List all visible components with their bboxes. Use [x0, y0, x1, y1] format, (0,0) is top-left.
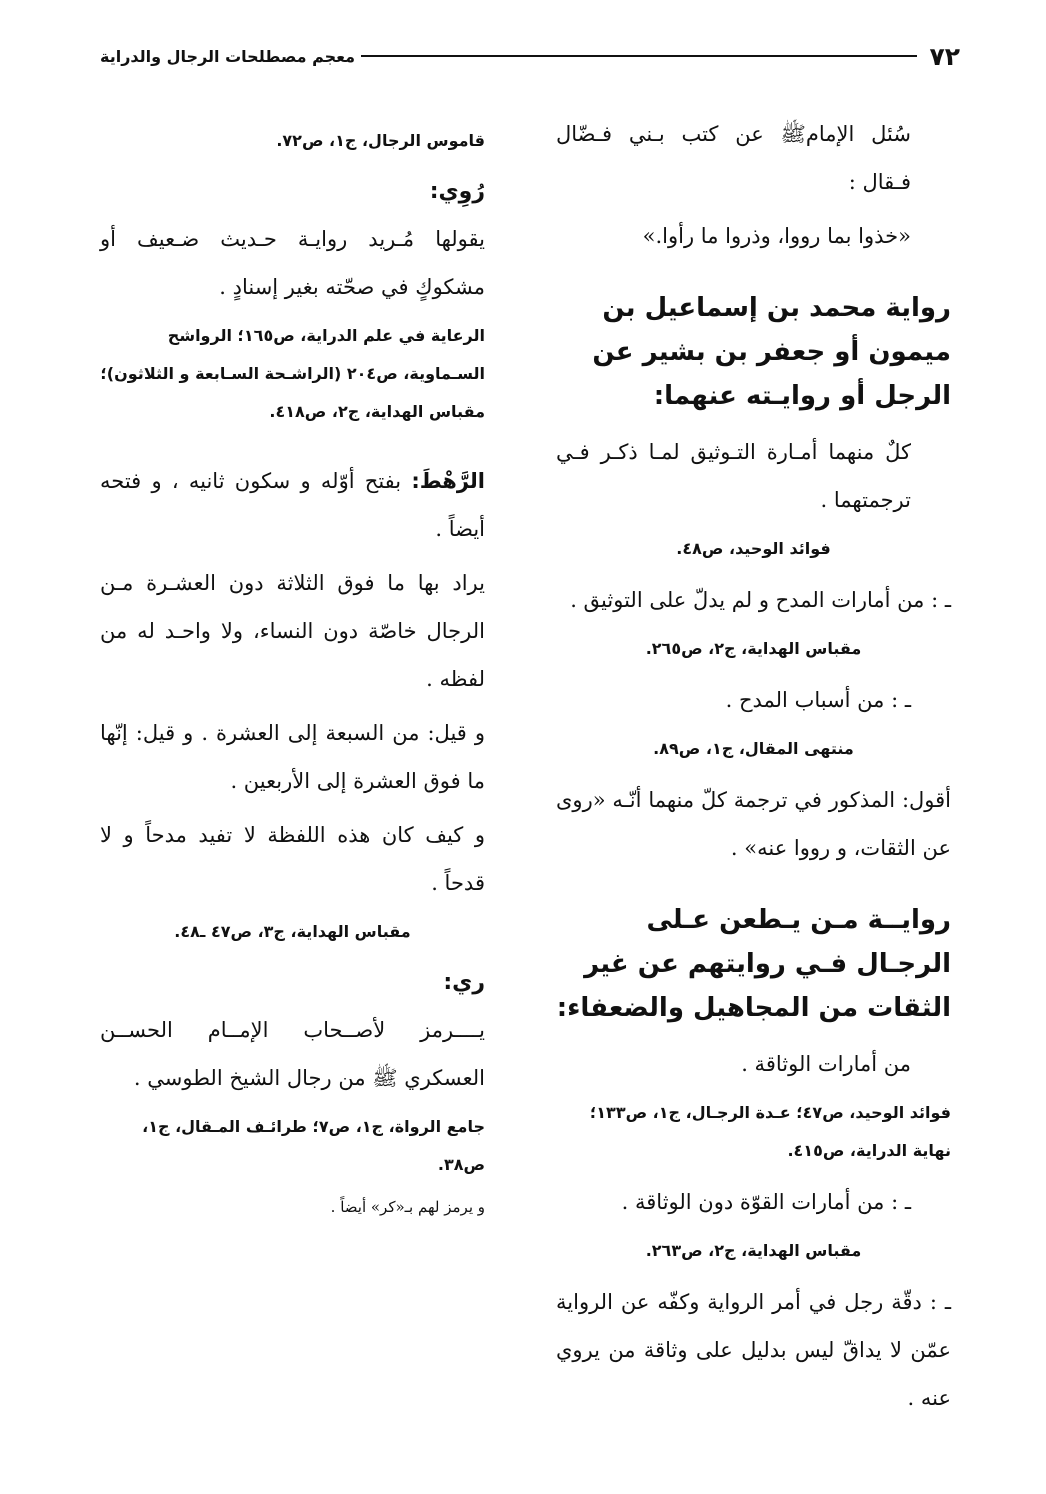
source-citation: مقباس الهداية، ج٣، ص٤٧ ـ٤٨. [174, 922, 411, 942]
source-citation: فوائد الوحيد، ص٤٧؛ عـدة الرجـال، ج١، ص١٣٣؛ نهاية الدراية، ص٤١٥. [589, 1103, 951, 1160]
term-text: يقولها مُـريد روايـة حـديث ضـعيف أو مشكوكٍ في صحّته بغير إسنادٍ . [100, 227, 485, 300]
term-definition [100, 457, 485, 553]
entry-bullet: ـ : من أسباب المدح . [725, 688, 911, 712]
source-citation: جامع الرواة، ج١، ص٧؛ طرائـف المـقال، ج١، ص٣٨. [142, 1117, 485, 1175]
page-header [100, 34, 960, 78]
page-number: ٧٢ [929, 41, 960, 71]
source-citation: قاموس الرجال، ج١، ص٧٢. [276, 131, 485, 150]
source-citation: مقباس الهداية، ج٢، ص٢٦٣. [645, 1241, 862, 1260]
source-citation: فوائد الوحيد، ص٤٨. [676, 539, 831, 558]
entry-text: من أمارات الوثاقة . [741, 1052, 911, 1076]
entry-note: أقول: المذكور في ترجمة كلّ منهما أنّـه «روى عن الثقات، و رووا عنه» . [556, 788, 951, 860]
intro-quote: «خذوا بما رووا، وذروا ما رأوا.» [642, 224, 911, 248]
term-text: و كيف كان هذه اللفظة لا تفيد مدحاً و لا قدحاً . [100, 823, 485, 896]
source-citation: الرعاية في علم الدراية، ص١٦٥؛ الرواشح السـماوية، ص٢٠٤ (الراشـحة السـابعة و الثلاثون)؛ مقباس الهداية، ج٢، ص٤١٨. [100, 326, 485, 422]
intro-line: سُئل الإمامﷺ عن كتب بـني فـضّال فـقال : [556, 122, 911, 194]
entry-heading: روايــة مـن يـطعن عـلى الرجـال فـي روايتهم عن غير الثقات من المجاهيل والضعفاء: [556, 905, 951, 1023]
entry-text: كلٌ منهما أمـارة التـوثيق لمـا ذكـر فـي ترجمتهما . [556, 440, 911, 512]
entry-heading: رواية محمد بن إسماعيل بن ميمون أو جعفر بن بشير عن الرجل أو روايـته عنهما: [592, 293, 951, 411]
running-title: معجم مصطلحات الرجال والدراية [100, 46, 356, 66]
right-column [556, 110, 951, 1428]
source-citation: مقباس الهداية، ج٢، ص٢٦٥. [645, 639, 862, 658]
term-text: يراد بها ما فوق الثلاثة دون العشـرة مـن الرجال خاصّة دون النساء، ولا واحـد له من لفظه . [100, 571, 485, 692]
entry-bullet: ـ : من أمارات القوّة دون الوثاقة . [621, 1190, 911, 1214]
entry-bullet: ـ : من أمارات المدح و لم يدلّ على التوثيق . [570, 588, 951, 612]
term-note: و يرمز لهم بـ«كر» أيضاً . [330, 1198, 485, 1217]
term-text: يــــرمز لأصــحاب الإمــام الحســن العسكري ﷺ من رجال الشيخ الطوسي . [100, 1018, 485, 1091]
term-heading: رُوِي: [429, 179, 485, 204]
term-heading: ري: [443, 970, 485, 996]
term-text: و قيل: من السبعة إلى العشرة . و قيل: إنّها ما فوق العشرة إلى الأربعين . [100, 721, 485, 794]
source-citation: منتهى المقال، ج١، ص٨٩. [653, 739, 854, 758]
spacer [100, 439, 485, 457]
term-heading: الرَّهْطَ: [411, 469, 485, 494]
left-column [100, 118, 485, 1228]
header-rule [361, 55, 917, 57]
entry-bullet: ـ : دقّة رجل في أمر الرواية وكفّه عن الرواية عمّن لا يداقّ ليس بدليل على وثاقة من يروي عنه . [556, 1290, 951, 1410]
term-pronunciation: بفتح أوّله و سكون ثانيه ، و فتحه أيضاً . [100, 469, 485, 542]
